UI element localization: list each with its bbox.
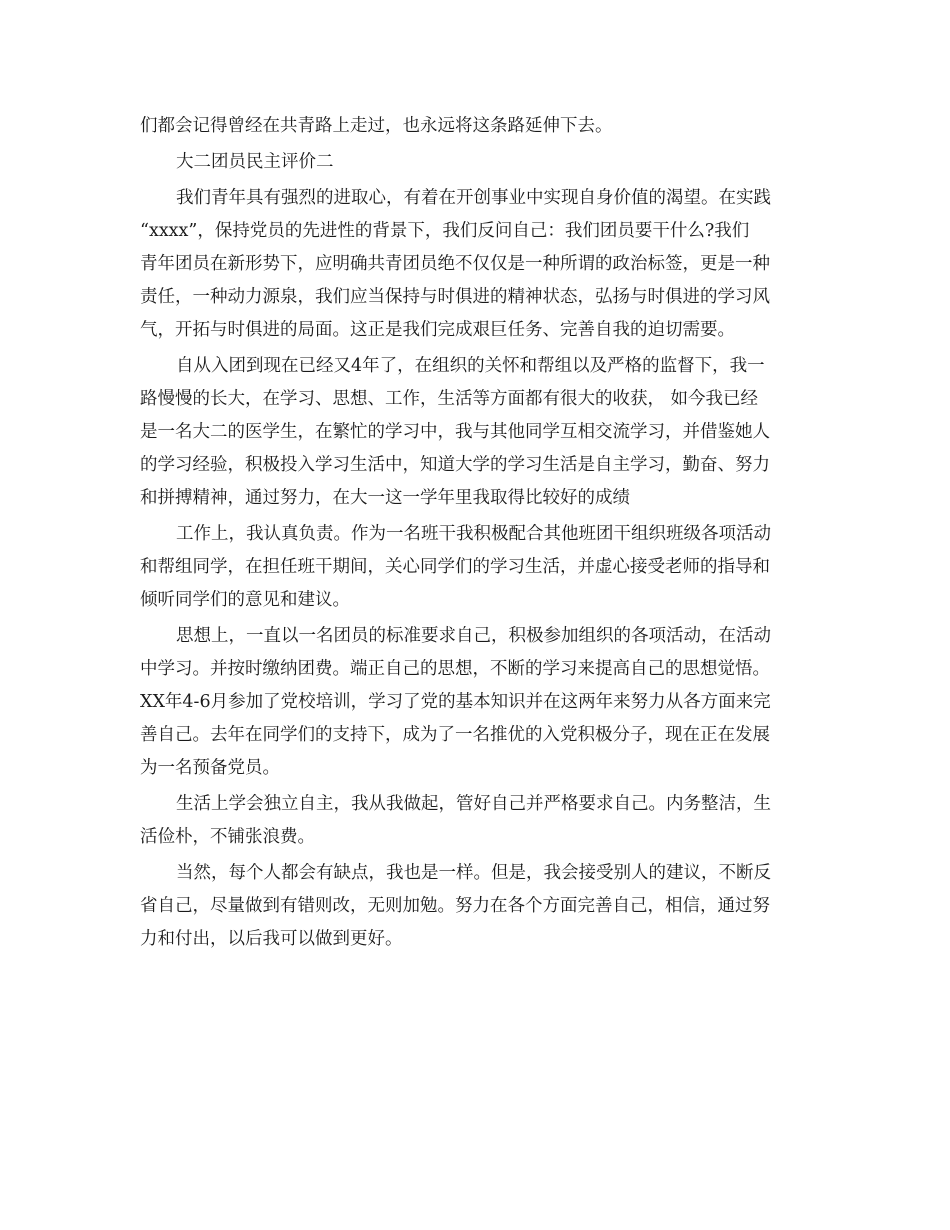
text-line: 气，开拓与时俱进的局面。这正是我们完成艰巨任务、完善自我的迫切需要。	[140, 320, 735, 340]
text-line: 生活上学会独立自主，我从我做起，管好自己并严格要求自己。内务整洁，生	[176, 794, 771, 814]
text-line: 力和付出，以后我可以做到更好。	[140, 929, 403, 949]
text-line: 当然，每个人都会有缺点，我也是一样。但是，我会接受别人的建议，不断反	[176, 863, 771, 883]
text-line: 自从入团到现在已经又4年了，在组织的关怀和帮组以及严格的监督下，我一	[176, 356, 765, 376]
text-line: 活俭朴，不铺张浪费。	[140, 827, 315, 847]
text-line: 省自己，尽量做到有错则改，无则加勉。努力在各个方面完善自己，相信，通过努	[140, 896, 770, 916]
text-line: 路慢慢的长大，在学习、思想、工作，生活等方面都有很大的收获， 如今我已经	[140, 389, 759, 409]
text-line: 我们青年具有强烈的进取心，有着在开创事业中实现自身价值的渴望。在实践	[176, 188, 771, 208]
text-line: 倾听同学们的意见和建议。	[140, 590, 350, 610]
text-line: 是一名大二的医学生，在繁忙的学习中，我与其他同学互相交流学习，并借鉴她人	[140, 422, 770, 442]
paragraph-continuation	[140, 110, 830, 143]
text-line: 思想上，一直以一名团员的标准要求自己，积极参加组织的各项活动，在活动	[176, 626, 771, 646]
text-line: 善自己。去年在同学们的支持下，成为了一名推优的入党积极分子，现在正在发展	[140, 725, 770, 745]
text-line: XX年4-6月参加了党校培训，学习了党的基本知识并在这两年来努力从各方面来完	[140, 692, 771, 712]
section-heading	[140, 146, 830, 179]
text-line: 中学习。并按时缴纳团费。端正自己的思想，不断的学习来提高自己的思想觉悟。	[140, 659, 770, 679]
text-line: 青年团员在新形势下，应明确共青团员绝不仅仅是一种所谓的政治标签，更是一种	[140, 254, 770, 274]
text-line: 和帮组同学，在担任班干期间，关心同学们的学习生活，并虚心接受老师的指导和	[140, 557, 770, 577]
paragraph-work	[140, 518, 830, 617]
text-line: 们都会记得曾经在共青路上走过，也永远将这条路延伸下去。	[140, 116, 613, 136]
paragraph-life	[140, 788, 830, 854]
text-line: 和拼搏精神，通过努力，在大一这一学年里我取得比较好的成绩	[140, 488, 630, 508]
paragraph-study	[140, 350, 830, 515]
text-line: 责任，一种动力源泉，我们应当保持与时俱进的精神状态，弘扬与时俱进的学习风	[140, 287, 770, 307]
document-page	[140, 110, 830, 959]
text-line: 的学习经验，积极投入学习生活中，知道大学的学习生活是自主学习，勤奋、努力	[140, 455, 770, 475]
paragraph-conclusion	[140, 857, 830, 956]
text-line: “xxxx”，保持党员的先进性的背景下，我们反问自己：我们团员要干什么?我们	[140, 221, 750, 241]
paragraph-intro	[140, 182, 830, 347]
heading-text: 大二团员民主评价二	[176, 152, 334, 172]
text-line: 为一名预备党员。	[140, 758, 280, 778]
paragraph-thought	[140, 620, 830, 785]
text-line: 工作上，我认真负责。作为一名班干我积极配合其他班团干组织班级各项活动	[176, 524, 771, 544]
